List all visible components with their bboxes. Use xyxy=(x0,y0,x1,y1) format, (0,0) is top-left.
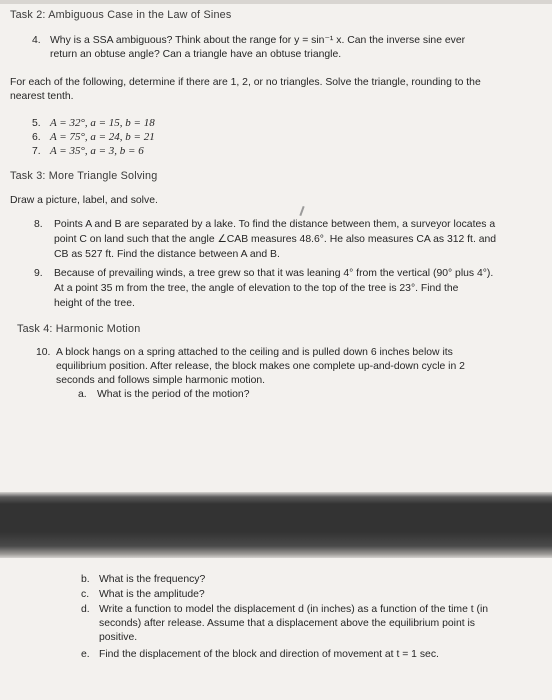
q10-text-line1: A block hangs on a spring attached to the ceiling and is pulled down 6 inches below its xyxy=(56,347,453,358)
part-c-label: c. xyxy=(81,589,90,600)
part-b-label: b. xyxy=(81,574,90,585)
task3-heading: Task 3: More Triangle Solving xyxy=(10,170,158,182)
q8-text-line2: point C on land such that the angle ∠CAB measures 48.6°. He also measures CA as 312 ft. and xyxy=(54,234,497,245)
problem-5-text: A = 32°, a = 15, b = 18 xyxy=(50,117,155,129)
part-e-text: Find the displacement of the block and direction of movement at t = 1 sec. xyxy=(99,649,439,660)
q9-text-line2: At a point 35 m from the tree, the angle of elevation to the top of the tree is 23°. Find the xyxy=(54,283,459,294)
part-d-text-line3: positive. xyxy=(99,632,138,643)
task4-heading: Task 4: Harmonic Motion xyxy=(17,323,141,335)
part-d-text-line2: seconds) after release. Assume that a displacement above the equilibrium point is xyxy=(99,618,476,629)
q4-text-line2: return an obtuse angle? Can a triangle have an obtuse triangle. xyxy=(50,49,342,60)
task3-instruction: Draw a picture, label, and solve. xyxy=(10,195,158,206)
text-cursor-mark xyxy=(299,206,304,216)
q9-number: 9. xyxy=(34,268,43,279)
task2-heading: Task 2: Ambiguous Case in the Law of Sines xyxy=(10,9,232,21)
q8-text-line3: CB as 527 ft. Find the distance between A and B. xyxy=(54,249,280,260)
q8-number: 8. xyxy=(34,219,43,230)
q8-text-line1: Points A and B are separated by a lake. To find the distance between them, a surveyor locates a xyxy=(54,219,496,230)
part-d-text-line1: Write a function to model the displacement d (in inches) as a function of the time t (in xyxy=(99,604,489,615)
problem-7-number: 7. xyxy=(32,146,41,157)
problem-5-number: 5. xyxy=(32,118,41,129)
q4-number: 4. xyxy=(32,35,41,46)
q10-text-line2: equilibrium position. After release, the block makes one complete up-and-down cycle in 2 xyxy=(56,361,465,372)
part-e-label: e. xyxy=(81,649,90,660)
task2-instructions-line2: nearest tenth. xyxy=(10,91,74,102)
problem-7-text: A = 35°, a = 3, b = 6 xyxy=(50,145,144,157)
problem-6-text: A = 75°, a = 24, b = 21 xyxy=(50,131,155,143)
problem-6-number: 6. xyxy=(32,132,41,143)
part-d-label: d. xyxy=(81,604,90,615)
part-c-text: What is the amplitude? xyxy=(99,589,205,600)
q9-text-line3: height of the tree. xyxy=(54,298,135,309)
dark-divider-band xyxy=(0,492,552,558)
q10-text-line3: seconds and follows simple harmonic motion. xyxy=(56,375,266,386)
top-page-edge xyxy=(0,0,552,4)
part-a-label: a. xyxy=(78,389,87,400)
q10-number: 10. xyxy=(36,347,51,358)
part-b-text: What is the frequency? xyxy=(99,574,206,585)
q9-text-line1: Because of prevailing winds, a tree grew so that it was leaning 4° from the vertical (90° plus 4°). xyxy=(54,268,494,279)
task2-instructions-line1: For each of the following, determine if there are 1, 2, or no triangles. Solve the triangle, rounding to the xyxy=(10,77,481,88)
part-a-text: What is the period of the motion? xyxy=(97,389,250,400)
q4-text-line1: Why is a SSA ambiguous? Think about the range for y = sin⁻¹ x. Can the inverse sine ever xyxy=(50,35,466,46)
